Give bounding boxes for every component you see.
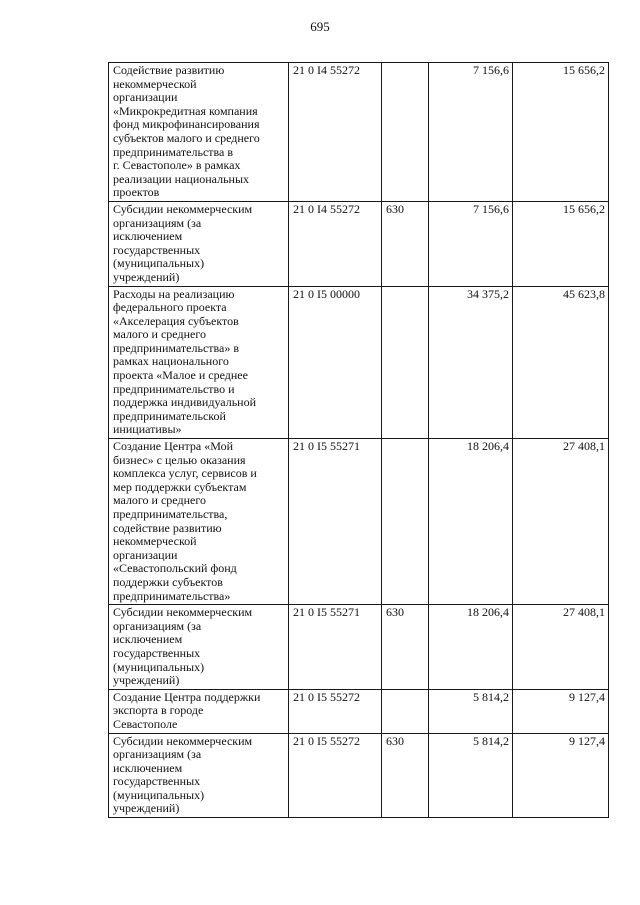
expense-name-line: мер поддержки субъектам: [113, 479, 247, 494]
expense-name-line: предпринимательства» в: [113, 340, 240, 355]
expense-name-line: организациям (за: [113, 618, 202, 633]
expense-name-line: предпринимательской: [113, 408, 226, 423]
expense-name-line: малого и среднего: [113, 493, 206, 508]
expense-name-line: учреждений): [113, 269, 180, 284]
expense-name-line: комплекса услуг, сервисов и: [113, 466, 257, 481]
expense-type-cell: 630: [382, 733, 429, 818]
amount-year1-cell: 5 814,2: [429, 689, 513, 733]
expense-name-line: исключением: [113, 632, 183, 647]
table-row: [109, 439, 609, 605]
amount-year2-cell: 9 127,4: [513, 689, 609, 733]
expense-name-line: рамках национального: [113, 354, 229, 369]
expense-name-cell: [109, 733, 289, 818]
expense-name-line: инициативы»: [113, 422, 182, 437]
expense-name-line: Содействие развитию: [113, 63, 225, 77]
budget-table: [108, 62, 609, 818]
page-number: 695: [310, 19, 330, 34]
expense-name-line: Расходы на реализацию: [113, 286, 235, 301]
expense-name-line: (муниципальных): [113, 787, 205, 802]
expense-name-line: поддержки субъектов: [113, 574, 223, 589]
expense-type-cell: [382, 63, 429, 202]
expense-name-line: (муниципальных): [113, 659, 205, 674]
expense-name-line: предпринимательства в: [113, 144, 234, 159]
amount-year2-cell: 27 408,1: [513, 439, 609, 605]
expense-type-cell: [382, 689, 429, 733]
expense-name-line: бизнес» с целью оказания: [113, 452, 246, 467]
table-row: [109, 201, 609, 286]
expense-type-cell: [382, 286, 429, 439]
amount-year1-cell: 18 206,4: [429, 439, 513, 605]
expense-name-line: реализации национальных: [113, 171, 250, 186]
amount-year1-cell: 18 206,4: [429, 605, 513, 690]
expense-name-line: предпринимательство и: [113, 381, 235, 396]
expense-name-cell: [109, 689, 289, 733]
table-row: [109, 689, 609, 733]
expense-name-line: проекта «Малое и среднее: [113, 368, 248, 383]
expense-name-line: исключением: [113, 760, 183, 775]
expense-name-cell: [109, 286, 289, 439]
expense-name-line: предпринимательства»: [113, 588, 231, 603]
amount-year2-cell: 15 656,2: [513, 201, 609, 286]
amount-year1-cell: 34 375,2: [429, 286, 513, 439]
expense-name-line: Субсидии некоммерческим: [113, 605, 253, 620]
expense-name-line: учреждений): [113, 673, 180, 688]
expense-name-line: поддержка индивидуальной: [113, 395, 257, 410]
budget-table-body: [109, 63, 609, 818]
expense-name-line: «Севастопольский фонд: [113, 561, 237, 576]
expense-name-line: содействие развитию: [113, 520, 222, 535]
expense-name-line: организации: [113, 547, 178, 562]
expense-name-cell: [109, 201, 289, 286]
amount-year1-cell: 5 814,2: [429, 733, 513, 818]
expense-name-line: экспорта в городе: [113, 703, 204, 718]
expense-name-line: некоммерческой: [113, 534, 197, 549]
expense-name-line: проектов: [113, 185, 160, 200]
table-row: [109, 286, 609, 439]
expense-name-line: малого и среднего: [113, 327, 206, 342]
expense-name-cell: [109, 63, 289, 202]
target-article-cell: 21 0 I5 55272: [289, 733, 382, 818]
target-article-cell: 21 0 I5 55271: [289, 605, 382, 690]
expense-name-line: организации: [113, 90, 178, 105]
expense-type-cell: 630: [382, 605, 429, 690]
expense-name-line: «Акселерация субъектов: [113, 313, 239, 328]
expense-name-line: «Микрокредитная компания: [113, 103, 258, 118]
expense-name-line: г. Севастополе» в рамках: [113, 158, 241, 173]
expense-name-line: фонд микрофинансирования: [113, 117, 260, 132]
expense-name-line: организациям (за: [113, 747, 202, 762]
expense-name-line: государственных: [113, 645, 201, 660]
amount-year1-cell: 7 156,6: [429, 201, 513, 286]
amount-year2-cell: 9 127,4: [513, 733, 609, 818]
expense-name-cell: [109, 605, 289, 690]
expense-name-line: Субсидии некоммерческим: [113, 733, 253, 748]
amount-year2-cell: 27 408,1: [513, 605, 609, 690]
expense-name-line: субъектов малого и среднего: [113, 130, 260, 145]
expense-name-line: Создание Центра «Мой: [113, 439, 234, 454]
expense-name-line: исключением: [113, 229, 183, 244]
expense-name-line: организациям (за: [113, 215, 202, 230]
expense-name-cell: [109, 439, 289, 605]
table-row: [109, 63, 609, 202]
target-article-cell: 21 0 I4 55272: [289, 201, 382, 286]
amount-year1-cell: 7 156,6: [429, 63, 513, 202]
expense-name-line: Севастополе: [113, 716, 178, 731]
target-article-cell: 21 0 I5 55271: [289, 439, 382, 605]
expense-name-line: учреждений): [113, 801, 180, 816]
amount-year2-cell: 45 623,8: [513, 286, 609, 439]
table-row: [109, 605, 609, 690]
expense-name-line: Субсидии некоммерческим: [113, 201, 253, 216]
expense-name-line: государственных: [113, 242, 201, 257]
expense-name-line: (муниципальных): [113, 256, 205, 271]
target-article-cell: 21 0 I5 00000: [289, 286, 382, 439]
expense-type-cell: [382, 439, 429, 605]
expense-type-cell: 630: [382, 201, 429, 286]
expense-name-line: федерального проекта: [113, 300, 227, 315]
expense-name-line: предпринимательства,: [113, 507, 228, 521]
target-article-cell: 21 0 I5 55272: [289, 689, 382, 733]
table-row: [109, 733, 609, 818]
expense-name-line: государственных: [113, 774, 201, 789]
target-article-cell: 21 0 I4 55272: [289, 63, 382, 202]
expense-name-line: Создание Центра поддержки: [113, 689, 261, 704]
amount-year2-cell: 15 656,2: [513, 63, 609, 202]
expense-name-line: некоммерческой: [113, 76, 197, 91]
